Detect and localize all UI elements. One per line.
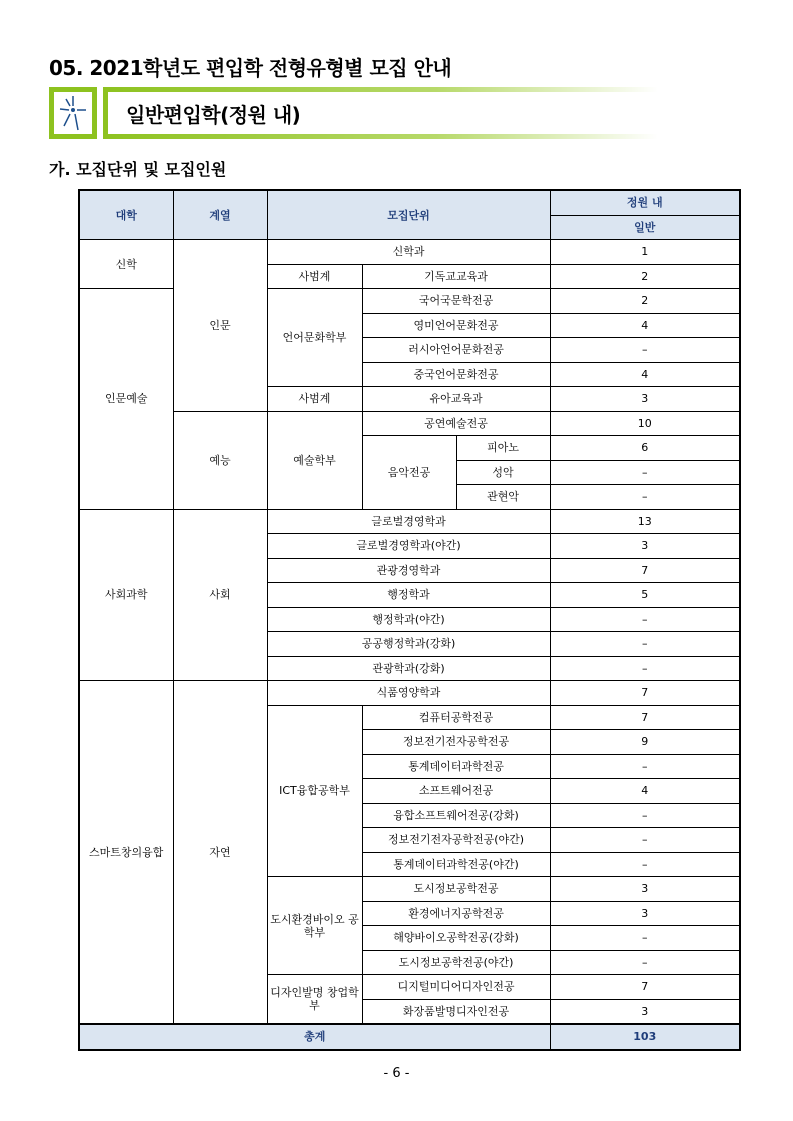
unit-cell: ICT융합공학부: [267, 705, 362, 877]
header-quota-group: 정원 내: [550, 190, 740, 215]
quota-cell: 9: [550, 730, 740, 755]
unit-cell: 도시정보공학전공(야간): [362, 950, 550, 975]
unit-cell: 국어국문학전공: [362, 289, 550, 314]
unit-cell: 자연: [173, 681, 267, 1025]
total-value: 103: [550, 1024, 740, 1050]
unit-cell: 행정학과: [267, 583, 550, 608]
quota-cell: –: [550, 852, 740, 877]
unit-cell: 관현악: [456, 485, 550, 510]
header-field: 계열: [173, 190, 267, 240]
quota-cell: 2: [550, 264, 740, 289]
unit-cell: 신학과: [267, 240, 550, 265]
unit-cell: 언어문화학부: [267, 289, 362, 387]
quota-cell: 7: [550, 705, 740, 730]
quota-cell: –: [550, 607, 740, 632]
unit-cell: 컴퓨터공학전공: [362, 705, 550, 730]
unit-cell: 영미언어문화전공: [362, 313, 550, 338]
quota-cell: –: [550, 828, 740, 853]
quota-cell: –: [550, 803, 740, 828]
quota-cell: 3: [550, 877, 740, 902]
quota-cell: –: [550, 926, 740, 951]
subsection-title: 가. 모집단위 및 모집인원: [49, 160, 227, 179]
table-row: [79, 681, 740, 706]
header-quota: 일반: [550, 215, 740, 240]
unit-cell: 정보전기전자공학전공(야간): [362, 828, 550, 853]
quota-cell: 7: [550, 975, 740, 1000]
quota-cell: 3: [550, 387, 740, 412]
unit-cell: 융합소프트웨어전공(강화): [362, 803, 550, 828]
quota-cell: 4: [550, 313, 740, 338]
quota-cell: 3: [550, 999, 740, 1024]
quota-cell: –: [550, 656, 740, 681]
quota-cell: 10: [550, 411, 740, 436]
total-label: 총계: [79, 1024, 550, 1050]
quota-cell: 7: [550, 558, 740, 583]
quota-cell: 6: [550, 436, 740, 461]
unit-cell: 환경에너지공학전공: [362, 901, 550, 926]
unit-cell: 사범계: [267, 264, 362, 289]
unit-cell: 관광경영학과: [267, 558, 550, 583]
unit-cell: 정보전기전자공학전공: [362, 730, 550, 755]
unit-cell: 예술학부: [267, 411, 362, 509]
unit-cell: 화장품발명디자인전공: [362, 999, 550, 1024]
unit-cell: 통계데이터과학전공: [362, 754, 550, 779]
sparkle-icon: [49, 87, 97, 139]
total-row: [79, 1024, 740, 1050]
unit-cell: 유아교육과: [362, 387, 550, 412]
unit-cell: 소프트웨어전공: [362, 779, 550, 804]
banner: [103, 87, 658, 139]
unit-cell: 글로벌경영학과: [267, 509, 550, 534]
banner-title: 일반편입학(정원 내): [108, 92, 658, 134]
unit-cell: 디지털미디어디자인전공: [362, 975, 550, 1000]
unit-cell: 신학: [79, 240, 173, 289]
unit-cell: 행정학과(야간): [267, 607, 550, 632]
unit-cell: 사회과학: [79, 509, 173, 681]
quota-cell: –: [550, 460, 740, 485]
quota-cell: –: [550, 950, 740, 975]
quota-cell: 1: [550, 240, 740, 265]
table-row: [79, 411, 740, 436]
unit-cell: 기독교교육과: [362, 264, 550, 289]
unit-cell: 글로벌경영학과(야간): [267, 534, 550, 559]
unit-cell: 인문예술: [79, 289, 173, 510]
quota-cell: 13: [550, 509, 740, 534]
unit-cell: 스마트창의융합: [79, 681, 173, 1025]
unit-cell: 예능: [173, 411, 267, 509]
quota-cell: –: [550, 754, 740, 779]
unit-cell: 러시아언어문화전공: [362, 338, 550, 363]
quota-cell: 5: [550, 583, 740, 608]
unit-cell: 관광학과(강화): [267, 656, 550, 681]
unit-cell: 성악: [456, 460, 550, 485]
table-row: [79, 240, 740, 265]
quota-cell: –: [550, 485, 740, 510]
quota-cell: 4: [550, 779, 740, 804]
section-title: 05. 2021학년도 편입학 전형유형별 모집 안내: [49, 56, 452, 80]
quota-cell: 2: [550, 289, 740, 314]
unit-cell: 도시정보공학전공: [362, 877, 550, 902]
header-college: 대학: [79, 190, 173, 240]
table-row: [79, 509, 740, 534]
unit-cell: 통계데이터과학전공(야간): [362, 852, 550, 877]
unit-cell: 식품영양학과: [267, 681, 550, 706]
unit-cell: 공연예술전공: [362, 411, 550, 436]
header-unit: 모집단위: [267, 190, 550, 240]
unit-cell: 인문: [173, 240, 267, 412]
unit-cell: 디자인발명 창업학부: [267, 975, 362, 1025]
quota-cell: –: [550, 632, 740, 657]
unit-cell: 사범계: [267, 387, 362, 412]
quota-cell: 3: [550, 901, 740, 926]
recruitment-table: [78, 189, 741, 1051]
quota-cell: 4: [550, 362, 740, 387]
page-number: - 6 -: [383, 1066, 410, 1081]
unit-cell: 도시환경바이오 공학부: [267, 877, 362, 975]
quota-cell: 3: [550, 534, 740, 559]
unit-cell: 공공행정학과(강화): [267, 632, 550, 657]
unit-cell: 사회: [173, 509, 267, 681]
quota-cell: 7: [550, 681, 740, 706]
quota-cell: –: [550, 338, 740, 363]
unit-cell: 음악전공: [362, 436, 456, 510]
unit-cell: 피아노: [456, 436, 550, 461]
unit-cell: 중국언어문화전공: [362, 362, 550, 387]
unit-cell: 해양바이오공학전공(강화): [362, 926, 550, 951]
